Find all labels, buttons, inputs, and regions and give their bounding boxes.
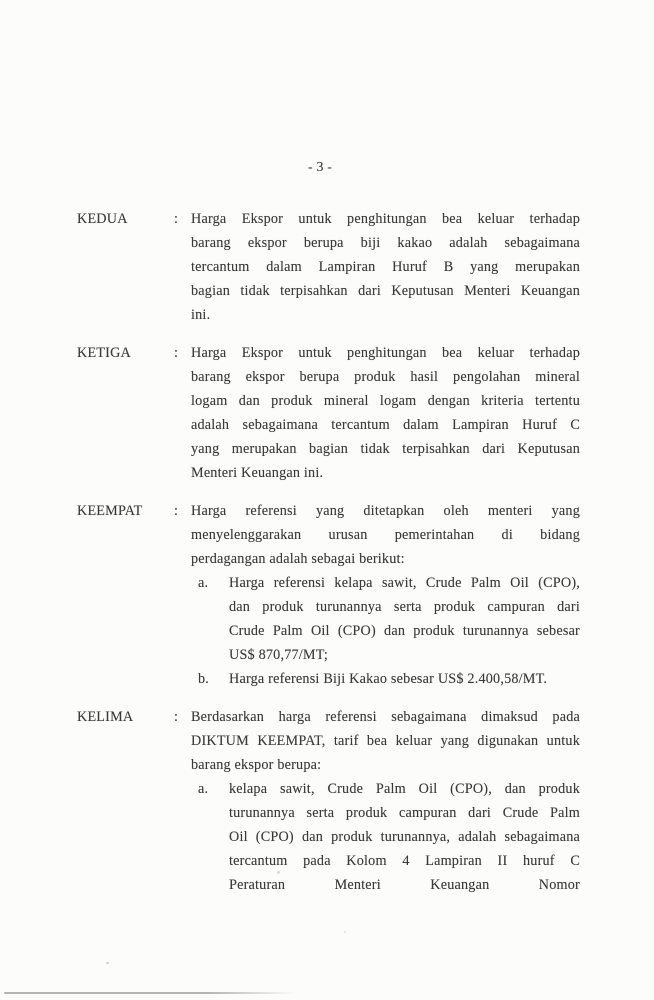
text-line: barang ekspor berupa: <box>191 757 322 773</box>
text-line: perdagangan adalah sebagai berikut: <box>191 551 405 567</box>
clauses <box>77 207 580 897</box>
text-line: Menteri Keuangan ini. <box>191 465 324 481</box>
clause-ketiga <box>77 341 580 485</box>
subitem-letter: a. <box>198 575 209 591</box>
clause-kelima <box>77 705 580 897</box>
text-line: yang merupakan bagian tidak terpisahkan dari Keputusan <box>191 441 580 457</box>
text-line: DIKTUM KEEMPAT, tarif bea keluar yang digunakan untuk <box>191 733 580 749</box>
subitem-body <box>229 571 580 667</box>
text-line: Harga referensi yang ditetapkan oleh menteri yang <box>191 503 580 519</box>
clause-term: KEDUA <box>77 211 128 227</box>
text-line: adalah sebagaimana tercantum dalam Lampiran Huruf C <box>191 417 580 433</box>
text-line: US$ 870,77/MT; <box>229 647 328 663</box>
text-line: barang ekspor berupa produk hasil pengolahan mineral <box>191 369 580 385</box>
text-line: menyelenggarakan urusan pemerintahan di bidang <box>191 527 580 543</box>
text-line: bagian tidak terpisahkan dari Keputusan Menteri Keuangan <box>191 283 580 299</box>
clause-subitem <box>198 571 580 667</box>
clause-colon: : <box>174 709 179 725</box>
clause-body <box>191 341 580 485</box>
subitem-letter: a. <box>198 781 209 797</box>
text-line: tercantum pada Kolom 4 Lampiran II huruf C <box>229 853 580 869</box>
scan-artifact-line <box>4 992 296 994</box>
clause-colon: : <box>174 211 179 227</box>
scan-speck <box>344 931 346 933</box>
subitem-body <box>229 777 580 897</box>
clause-subitem <box>198 667 580 691</box>
clause-term: KEEMPAT <box>77 503 143 519</box>
text-line: ini. <box>191 307 211 323</box>
clause-term: KELIMA <box>77 709 134 725</box>
text-line: Oil (CPO) dan produk turunannya, adalah sebagaimana <box>229 829 580 845</box>
clause-term: KETIGA <box>77 345 131 361</box>
clause-colon: : <box>174 345 179 361</box>
clause-kedua <box>77 207 580 327</box>
scan-speck <box>106 962 109 964</box>
clause-keempat <box>77 499 580 691</box>
clause-colon: : <box>174 503 179 519</box>
text-line: barang ekspor berupa biji kakao adalah sebagaimana <box>191 235 580 251</box>
page-number: - 3 - <box>308 159 332 174</box>
text-line: turunannya serta produk campuran dari Crude Palm <box>229 805 580 821</box>
text-line: Peraturan Menteri Keuangan Nomor <box>229 877 580 893</box>
clause-body <box>191 705 580 897</box>
text-line: tercantum dalam Lampiran Huruf B yang merupakan <box>191 259 580 275</box>
text-line: kelapa sawit, Crude Palm Oil (CPO), dan produk <box>229 781 580 797</box>
text-line: Harga referensi kelapa sawit, Crude Palm Oil (CPO), <box>229 575 580 591</box>
text-line: Harga Ekspor untuk penghitungan bea keluar terhadap <box>191 345 580 361</box>
text-line: Harga Ekspor untuk penghitungan bea keluar terhadap <box>191 211 580 227</box>
clause-subitem <box>198 777 580 897</box>
subitem-letter: b. <box>198 671 210 687</box>
subitem-body <box>229 667 580 691</box>
clause-body <box>191 499 580 691</box>
text-line: Harga referensi Biji Kakao sebesar US$ 2.400,58/MT. <box>229 671 548 687</box>
scan-speck <box>277 871 280 874</box>
clause-body <box>191 207 580 327</box>
text-line: logam dan produk mineral logam dengan kriteria tertentu <box>191 393 580 409</box>
text-line: Crude Palm Oil (CPO) dan produk turunannya sebesar <box>229 623 580 639</box>
text-line: Berdasarkan harga referensi sebagaimana dimaksud pada <box>191 709 580 725</box>
text-line: dan produk turunannya serta produk campuran dari <box>229 599 580 615</box>
